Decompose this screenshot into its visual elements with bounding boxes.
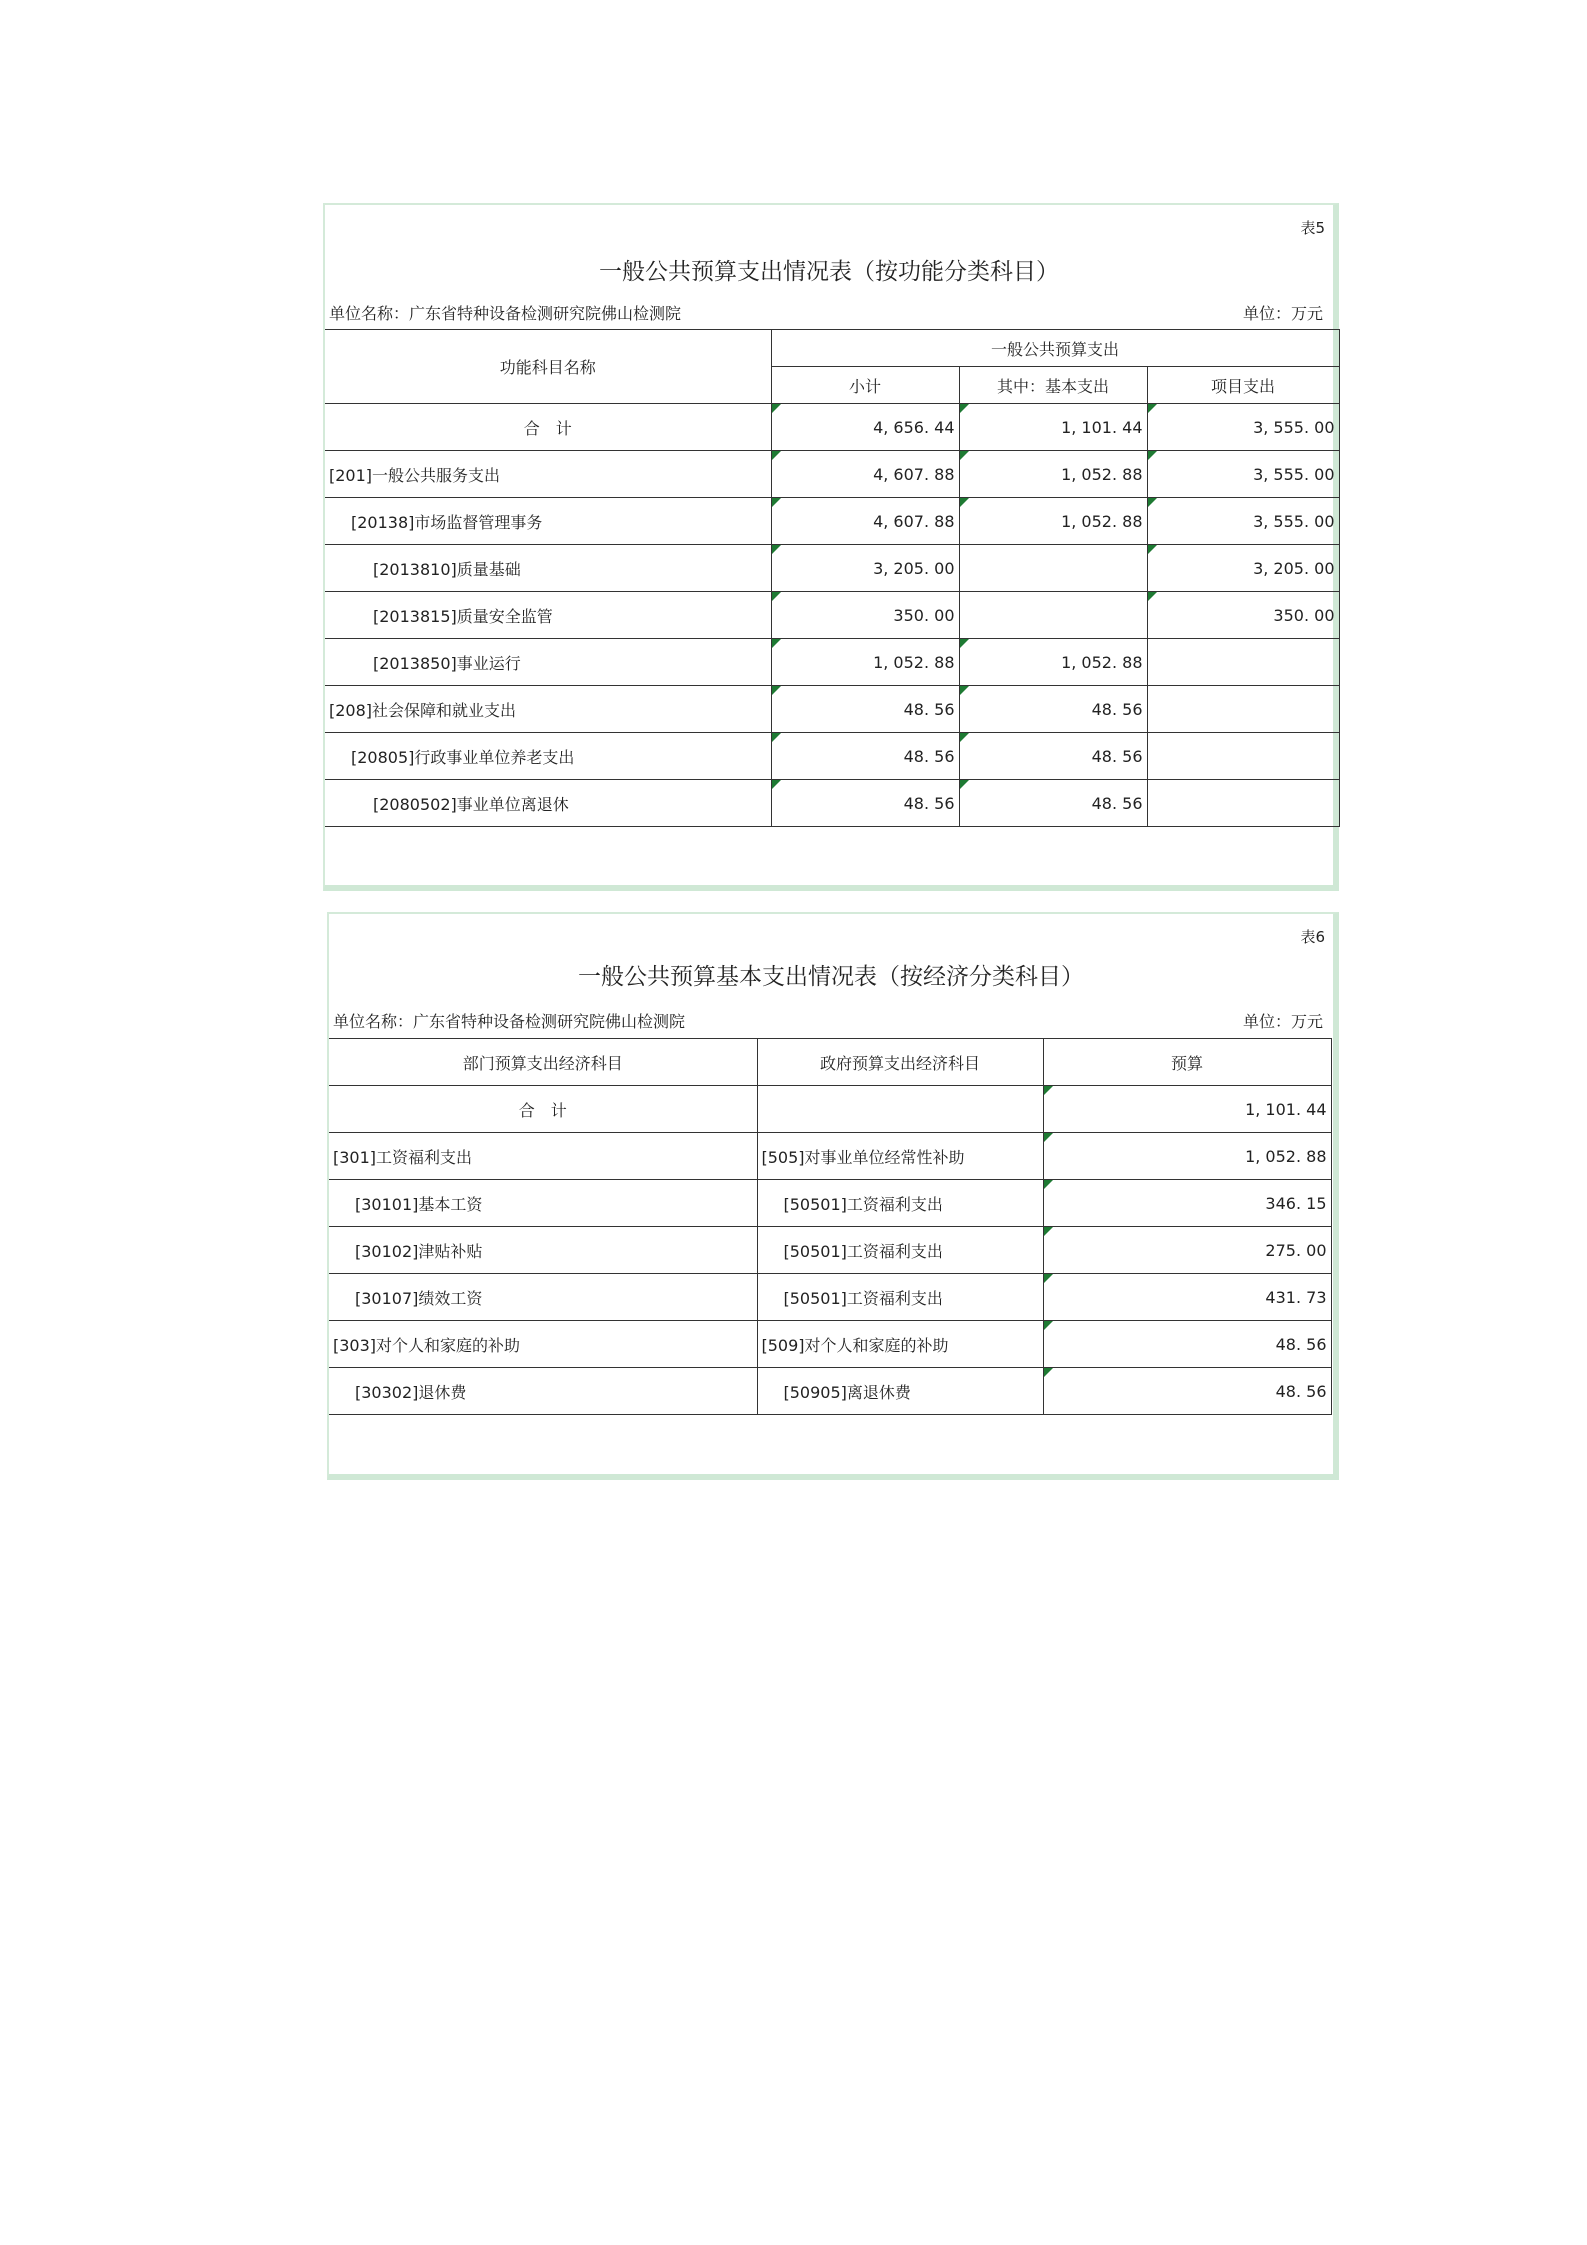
- row-name: [2080502]事业单位离退休: [325, 780, 771, 827]
- row-name: 合 计: [325, 404, 771, 451]
- table-row: [329, 1227, 1331, 1274]
- header-project: 项目支出: [1147, 367, 1339, 404]
- cell-subtotal: 48. 56: [771, 733, 959, 780]
- cell-basic: 1, 101. 44: [959, 404, 1147, 451]
- cell-basic: [959, 592, 1147, 639]
- table-row: [325, 639, 1339, 686]
- row-name: [2013810]质量基础: [325, 545, 771, 592]
- table6-title: 一般公共预算基本支出情况表（按经济分类科目）: [578, 964, 1084, 990]
- row-dept: [30101]基本工资: [329, 1180, 757, 1227]
- table-row: [325, 451, 1339, 498]
- row-gov: [50501]工资福利支出: [757, 1180, 1043, 1227]
- header-function-name: 功能科目名称: [325, 330, 771, 404]
- row-name: [208]社会保障和就业支出: [325, 686, 771, 733]
- cell-basic: 48. 56: [959, 733, 1147, 780]
- row-name: [2013850]事业运行: [325, 639, 771, 686]
- cell-budget: 1, 052. 88: [1043, 1133, 1331, 1180]
- cell-project: 3, 555. 00: [1147, 498, 1339, 545]
- table-row: [329, 1274, 1331, 1321]
- row-name: [20805]行政事业单位养老支出: [325, 733, 771, 780]
- table-row: [325, 733, 1339, 780]
- cell-subtotal: 4, 607. 88: [771, 451, 959, 498]
- table-row: [325, 780, 1339, 827]
- table-row: [329, 1133, 1331, 1180]
- cell-budget: 48. 56: [1043, 1321, 1331, 1368]
- cell-basic: 48. 56: [959, 780, 1147, 827]
- cell-project: [1147, 639, 1339, 686]
- table-row: [329, 1368, 1331, 1415]
- table-row: [325, 498, 1339, 545]
- cell-budget: 275. 00: [1043, 1227, 1331, 1274]
- table5-title: 一般公共预算支出情况表（按功能分类科目）: [599, 259, 1059, 285]
- cell-budget: 48. 56: [1043, 1368, 1331, 1415]
- table6-unit: 单位：万元: [1242, 1012, 1323, 1031]
- table-row: [325, 545, 1339, 592]
- header-gov-econ: 政府预算支出经济科目: [757, 1039, 1043, 1086]
- table6-sheet: [327, 912, 1339, 1480]
- cell-budget: 346. 15: [1043, 1180, 1331, 1227]
- table-row: [329, 1180, 1331, 1227]
- cell-basic: 1, 052. 88: [959, 639, 1147, 686]
- row-gov: [757, 1086, 1043, 1133]
- cell-subtotal: 4, 656. 44: [771, 404, 959, 451]
- row-gov: [50905]离退休费: [757, 1368, 1043, 1415]
- table-row: [325, 404, 1339, 451]
- cell-basic: [959, 545, 1147, 592]
- header-budget: 预算: [1043, 1039, 1331, 1086]
- table6-grid: [329, 1038, 1332, 1415]
- row-gov: [50501]工资福利支出: [757, 1274, 1043, 1321]
- cell-budget: 431. 73: [1043, 1274, 1331, 1321]
- header-subtotal: 小计: [771, 367, 959, 404]
- cell-basic: 1, 052. 88: [959, 451, 1147, 498]
- table-row: [329, 1321, 1331, 1368]
- cell-project: 3, 205. 00: [1147, 545, 1339, 592]
- table5-number: 表5: [1300, 219, 1325, 237]
- table5-unit-name: 单位名称：广东省特种设备检测研究院佛山检测院: [329, 304, 682, 323]
- row-name: [20138]市场监督管理事务: [325, 498, 771, 545]
- row-dept: [303]对个人和家庭的补助: [329, 1321, 757, 1368]
- table6-unit-name: 单位名称：广东省特种设备检测研究院佛山检测院: [333, 1012, 686, 1031]
- table6-number: 表6: [1300, 928, 1325, 946]
- table5-sheet: [323, 203, 1339, 891]
- cell-project: [1147, 686, 1339, 733]
- table-row: [325, 592, 1339, 639]
- row-dept: [301]工资福利支出: [329, 1133, 757, 1180]
- row-dept: [30107]绩效工资: [329, 1274, 757, 1321]
- header-dept-econ: 部门预算支出经济科目: [329, 1039, 757, 1086]
- row-dept: [30102]津贴补贴: [329, 1227, 757, 1274]
- cell-subtotal: 4, 607. 88: [771, 498, 959, 545]
- cell-project: [1147, 780, 1339, 827]
- cell-subtotal: 1, 052. 88: [771, 639, 959, 686]
- table5-grid: [325, 329, 1340, 827]
- cell-project: [1147, 733, 1339, 780]
- table5-unit: 单位：万元: [1242, 304, 1323, 323]
- row-name: [201]一般公共服务支出: [325, 451, 771, 498]
- cell-subtotal: 48. 56: [771, 780, 959, 827]
- table-row: [329, 1086, 1331, 1133]
- row-gov: [50501]工资福利支出: [757, 1227, 1043, 1274]
- row-gov: [509]对个人和家庭的补助: [757, 1321, 1043, 1368]
- cell-subtotal: 350. 00: [771, 592, 959, 639]
- row-dept: [30302]退休费: [329, 1368, 757, 1415]
- table-row: [325, 686, 1339, 733]
- cell-budget: 1, 101. 44: [1043, 1086, 1331, 1133]
- cell-subtotal: 48. 56: [771, 686, 959, 733]
- cell-basic: 48. 56: [959, 686, 1147, 733]
- row-gov: [505]对事业单位经常性补助: [757, 1133, 1043, 1180]
- row-dept: 合 计: [329, 1086, 757, 1133]
- cell-basic: 1, 052. 88: [959, 498, 1147, 545]
- row-name: [2013815]质量安全监管: [325, 592, 771, 639]
- cell-project: 350. 00: [1147, 592, 1339, 639]
- header-basic: 其中：基本支出: [959, 367, 1147, 404]
- cell-subtotal: 3, 205. 00: [771, 545, 959, 592]
- cell-project: 3, 555. 00: [1147, 451, 1339, 498]
- cell-project: 3, 555. 00: [1147, 404, 1339, 451]
- header-general-budget: 一般公共预算支出: [771, 330, 1339, 367]
